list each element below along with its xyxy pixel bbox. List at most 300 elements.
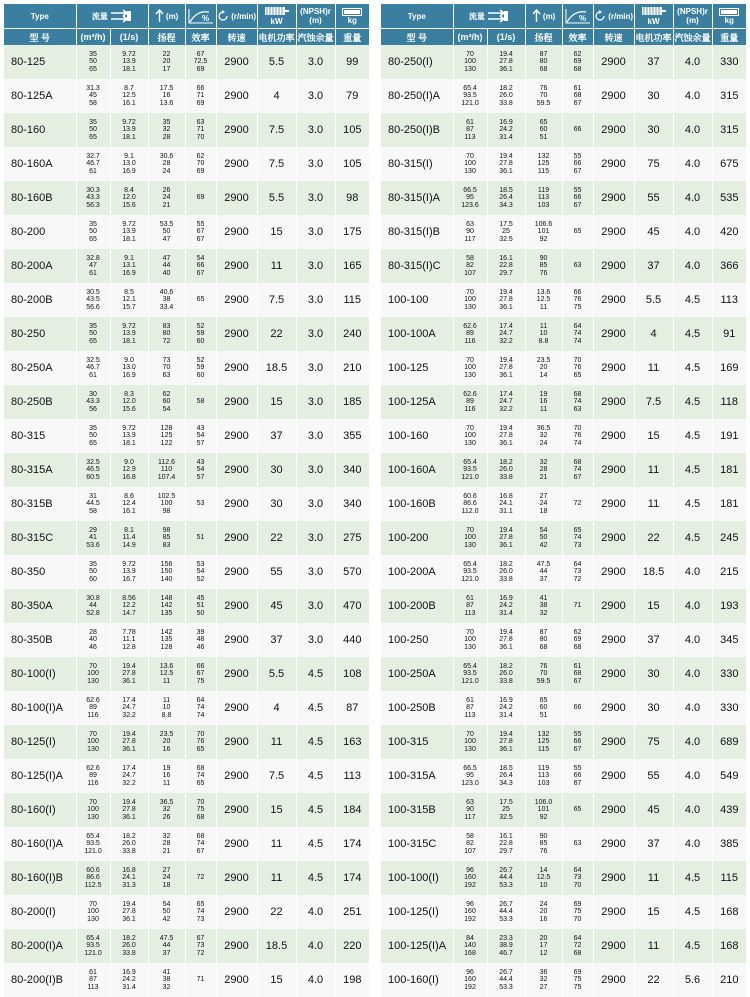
- speed-cell: 2900: [593, 589, 634, 623]
- weight-cell: 105: [335, 113, 369, 147]
- flow-m3h-cell: 35 50 65: [76, 113, 110, 147]
- power-cell: 30: [257, 453, 296, 487]
- head-cell: 23.5 20 16: [148, 725, 185, 759]
- weight-cell: 245: [712, 521, 746, 555]
- flow-m3h-col-label: (m³/h): [453, 29, 487, 46]
- weight-cell: 184: [335, 793, 369, 827]
- table-row: [381, 181, 746, 215]
- flow-m3h-cell: 58 82 107: [453, 827, 487, 861]
- head-cell: 22 20 17: [148, 45, 185, 79]
- model-cell: 100-160A: [381, 453, 453, 487]
- power-cell: 5.5: [257, 181, 296, 215]
- efficiency-cell: 52 59 60: [185, 317, 216, 351]
- efficiency-cell: 68 74 65: [185, 759, 216, 793]
- speed-cell: 2900: [593, 79, 634, 113]
- weight-cell: 549: [712, 759, 746, 793]
- power-cell: 15: [257, 215, 296, 249]
- head-cell: 106.0 101 92: [525, 793, 562, 827]
- efficiency-col-label: 效率: [185, 29, 216, 46]
- flow-m3h-cell: 96 160 192: [453, 963, 487, 997]
- npsh-cell: 4.0: [673, 45, 712, 79]
- head-cell: 47 44 40: [148, 249, 185, 283]
- flow-m3h-cell: 62.6 89 116: [453, 385, 487, 419]
- efficiency-cell: 72: [562, 487, 593, 521]
- head-cell: 54 50 42: [148, 895, 185, 929]
- speed-cell: 2900: [593, 827, 634, 861]
- speed-cell: 2900: [593, 793, 634, 827]
- npsh-cell: 4.5: [296, 691, 335, 725]
- table-row: [381, 487, 746, 521]
- npsh-cell: 4.5: [296, 725, 335, 759]
- flow-m3h-cell: 61 87 113: [453, 589, 487, 623]
- up-arrow-icon: [532, 9, 541, 23]
- table-row: [4, 317, 369, 351]
- speed-cell: 2900: [216, 215, 257, 249]
- model-cell: 100-125(I)A: [381, 929, 453, 963]
- speed-cell: 2900: [593, 45, 634, 79]
- npsh-cell: 4.0: [296, 963, 335, 997]
- npsh-cell: 4.5: [296, 793, 335, 827]
- model-cell: 100-100(I): [381, 861, 453, 895]
- npsh-cell: 4.0: [673, 793, 712, 827]
- power-cell: 7.5: [257, 113, 296, 147]
- npsh-cell: 4.5: [673, 317, 712, 351]
- flow-m3h-cell: 70 100 130: [76, 725, 110, 759]
- model-cell: 80-125(I): [4, 725, 76, 759]
- flow-ls-cell: 17.5 25 32.5: [487, 793, 525, 827]
- flow-ls-cell: 9.72 13.9 16.7: [110, 555, 148, 589]
- efficiency-cell: 65: [562, 215, 593, 249]
- head-cell: 32 28 21: [148, 827, 185, 861]
- power-cell: 30: [634, 79, 673, 113]
- power-cell: 7.5: [634, 385, 673, 419]
- power-cell: 22: [257, 895, 296, 929]
- flow-label: 流量: [91, 11, 108, 21]
- model-cell: 80-125: [4, 45, 76, 79]
- flow-ls-cell: 16.9 24.2 31.4: [487, 691, 525, 725]
- table-row: [381, 45, 746, 79]
- head-cell: 102.5 100 98: [148, 487, 185, 521]
- table-row: [381, 759, 746, 793]
- npsh-cell: 3.0: [296, 249, 335, 283]
- model-cell: 100-125(I): [381, 895, 453, 929]
- speed-cell: 2900: [593, 725, 634, 759]
- npsh-cell: 4.0: [673, 147, 712, 181]
- efficiency-cell: 69 75 70: [562, 895, 593, 929]
- table-row: [4, 623, 369, 657]
- weight-cell: 251: [335, 895, 369, 929]
- efficiency-cell: 55 66 67: [562, 759, 593, 793]
- power-cell: 55: [634, 759, 673, 793]
- flow-m3h-cell: 70 100 130: [453, 283, 487, 317]
- head-cell: 132 125 115: [525, 147, 562, 181]
- speed-cell: 2900: [216, 453, 257, 487]
- weight-cell: 168: [712, 895, 746, 929]
- head-cell: 76 70 59.5: [525, 79, 562, 113]
- model-cell: 80-350A: [4, 589, 76, 623]
- npsh-cell: 3.0: [296, 351, 335, 385]
- npsh-cell: 3.0: [296, 589, 335, 623]
- speed-cell: 2900: [216, 725, 257, 759]
- npsh-cell: 3.0: [296, 521, 335, 555]
- flow-ls-cell: 16.8 24.1 31.1: [487, 487, 525, 521]
- weight-cell: 193: [712, 589, 746, 623]
- efficiency-cell: 68 74 63: [562, 385, 593, 419]
- npsh-cell: 3.0: [296, 45, 335, 79]
- svg-text:%: %: [201, 14, 209, 23]
- flow-m3h-cell: 65.4 93.5 121.0: [453, 555, 487, 589]
- weight-col-label: 重量: [335, 29, 369, 46]
- power-cell: 4: [257, 691, 296, 725]
- table-row: [4, 589, 369, 623]
- npsh-cell: 3.0: [296, 453, 335, 487]
- power-cell: 7.5: [257, 283, 296, 317]
- model-cell: 80-250(I): [381, 45, 453, 79]
- efficiency-cell: 62 70 69: [185, 147, 216, 181]
- flow-label: 流量: [468, 11, 485, 21]
- power-cell: 37: [634, 45, 673, 79]
- table-row: [381, 113, 746, 147]
- npsh-cell: 3.0: [296, 419, 335, 453]
- flow-m3h-cell: 61 87 113: [453, 113, 487, 147]
- efficiency-cell: 65 74 73: [562, 521, 593, 555]
- table-row: [381, 963, 746, 997]
- head-header: (m): [525, 4, 562, 29]
- weight-cell: 675: [712, 147, 746, 181]
- flow-m3h-cell: 60.6 86.6 112.0: [453, 487, 487, 521]
- head-cell: 119 113 103: [525, 181, 562, 215]
- flow-m3h-cell: 96 160 192: [453, 895, 487, 929]
- npsh-cell: 4.0: [673, 113, 712, 147]
- npsh-cell: 4.5: [673, 419, 712, 453]
- weight-cell: 440: [335, 623, 369, 657]
- npsh-cell: 3.0: [296, 623, 335, 657]
- head-cell: 41 38 32: [525, 589, 562, 623]
- head-cell: 35 32 28: [148, 113, 185, 147]
- model-cell: 100-160B: [381, 487, 453, 521]
- flow-ls-cell: 7.78 11.1 12.8: [110, 623, 148, 657]
- efficiency-cell: 70 76 74: [562, 419, 593, 453]
- efficiency-cell: 69: [185, 181, 216, 215]
- power-cell: 22: [634, 963, 673, 997]
- efficiency-cell: 43 54 57: [185, 453, 216, 487]
- flow-m3h-cell: 32.8 47 61: [76, 249, 110, 283]
- model-cell: 100-315: [381, 725, 453, 759]
- flow-arrows-icon: [110, 9, 132, 23]
- speed-cell: 2900: [216, 589, 257, 623]
- npsh-cell: 3.0: [296, 113, 335, 147]
- table-row: [381, 827, 746, 861]
- flow-m3h-cell: 66.5 95 123.6: [453, 181, 487, 215]
- flow-ls-cell: 8.3 12.0 15.6: [110, 385, 148, 419]
- efficiency-header: [562, 4, 593, 29]
- efficiency-cell: 64 72 68: [562, 929, 593, 963]
- model-cell: 80-160(I): [4, 793, 76, 827]
- speed-cell: 2900: [593, 351, 634, 385]
- head-cell: 19 16 11: [148, 759, 185, 793]
- power-cell: 30: [634, 113, 673, 147]
- head-cell: 148 142 135: [148, 589, 185, 623]
- speed-cell: 2900: [593, 759, 634, 793]
- npsh-cell: 4.0: [296, 929, 335, 963]
- flow-ls-cell: 8.7 12.5 16.1: [110, 79, 148, 113]
- speed-cell: 2900: [216, 351, 257, 385]
- model-col-label: 型 号: [4, 29, 76, 46]
- weight-cell: 355: [335, 419, 369, 453]
- head-cell: 23.5 20 14: [525, 351, 562, 385]
- table-row: [4, 419, 369, 453]
- efficiency-cell: 39 48 46: [185, 623, 216, 657]
- head-cell: 87 80 68: [525, 623, 562, 657]
- efficiency-cell: 51: [185, 521, 216, 555]
- svg-text:%: %: [578, 14, 586, 23]
- head-cell: 73 70 63: [148, 351, 185, 385]
- flow-ls-cell: 23.3 38.9 46.7: [487, 929, 525, 963]
- flow-ls-cell: 8.1 11.4 14.9: [110, 521, 148, 555]
- table-row: [381, 657, 746, 691]
- speed-cell: 2900: [593, 929, 634, 963]
- speed-cell: 2900: [593, 521, 634, 555]
- npsh-cell: 3.0: [296, 283, 335, 317]
- speed-cell: 2900: [216, 147, 257, 181]
- npsh-cell: 4.0: [673, 623, 712, 657]
- flow-m3h-cell: 65.4 93.5 121.0: [453, 657, 487, 691]
- model-cell: 80-250A: [4, 351, 76, 385]
- flow-ls-cell: 19.4 27.8 36.1: [487, 45, 525, 79]
- weight-cell: 174: [335, 827, 369, 861]
- flow-ls-cell: 16.9 24.2 31.4: [487, 589, 525, 623]
- power-cell: 11: [634, 453, 673, 487]
- power-cell: 22: [257, 317, 296, 351]
- power-cell: 15: [634, 589, 673, 623]
- table-row: [381, 79, 746, 113]
- efficiency-cell: 66: [562, 691, 593, 725]
- efficiency-cell: 65: [562, 793, 593, 827]
- model-cell: 80-315: [4, 419, 76, 453]
- speed-cell: 2900: [216, 419, 257, 453]
- flow-m3h-cell: 61 87 113: [76, 963, 110, 997]
- flow-header: [453, 4, 525, 29]
- speed-cell: 2900: [216, 691, 257, 725]
- table-row: [4, 725, 369, 759]
- flow-m3h-cell: 70 100 130: [76, 657, 110, 691]
- table-row: [381, 895, 746, 929]
- flow-ls-cell: 9.1 13.1 16.9: [110, 249, 148, 283]
- weight-cell: 175: [335, 215, 369, 249]
- model-cell: 100-250: [381, 623, 453, 657]
- table-row: [4, 283, 369, 317]
- flow-ls-cell: 17.4 24.7 32.2: [110, 691, 148, 725]
- flow-ls-cell: 9.0 13.0 16.9: [110, 351, 148, 385]
- speed-header: (r/min): [593, 4, 634, 29]
- power-cell: 75: [634, 147, 673, 181]
- weight-cell: 340: [335, 487, 369, 521]
- flow-m3h-cell: 70 100 130: [453, 147, 487, 181]
- power-header: kW: [257, 4, 296, 29]
- power-cell: 15: [257, 793, 296, 827]
- weight-cell: 210: [335, 351, 369, 385]
- table-row: [4, 385, 369, 419]
- weight-cell: 340: [335, 453, 369, 487]
- power-cell: 11: [257, 827, 296, 861]
- flow-ls-col-label: (1/s): [487, 29, 525, 46]
- flow-arrows-icon: [487, 9, 509, 23]
- power-cell: 4: [634, 317, 673, 351]
- power-cell: 22: [257, 521, 296, 555]
- npsh-cell: 4.5: [296, 759, 335, 793]
- efficiency-cell: 55 66 67: [562, 725, 593, 759]
- table-row: [381, 589, 746, 623]
- power-cell: 37: [257, 419, 296, 453]
- weight-cell: 439: [712, 793, 746, 827]
- weight-header: kg: [335, 4, 369, 29]
- flow-ls-cell: 19.4 27.8 36.1: [110, 793, 148, 827]
- flow-m3h-cell: 32.5 46.7 61: [76, 351, 110, 385]
- table-row: [4, 657, 369, 691]
- model-cell: 100-200A: [381, 555, 453, 589]
- model-cell: 80-100(I): [4, 657, 76, 691]
- head-cell: 40.6 38 33.4: [148, 283, 185, 317]
- power-cell: 11: [634, 929, 673, 963]
- table-row: [381, 385, 746, 419]
- head-cell: 106.6 101 92: [525, 215, 562, 249]
- table-row: [4, 895, 369, 929]
- model-cell: 100-250B: [381, 691, 453, 725]
- head-cell: 65 60 51: [525, 113, 562, 147]
- power-header: kW: [634, 4, 673, 29]
- pump-spec-table-left: [4, 4, 369, 997]
- flow-ls-cell: 18.2 26.0 33.8: [487, 453, 525, 487]
- weight-cell: 91: [712, 317, 746, 351]
- power-cell: 18.5: [634, 555, 673, 589]
- efficiency-cell: 70 76 65: [185, 725, 216, 759]
- speed-cell: 2900: [593, 147, 634, 181]
- npsh-cell: 4.5: [673, 861, 712, 895]
- weight-col-label: 重量: [712, 29, 746, 46]
- weight-cell: 181: [712, 453, 746, 487]
- model-cell: 80-160(I)A: [4, 827, 76, 861]
- weight-cell: 330: [712, 45, 746, 79]
- npsh-header: (NPSH)r (m): [296, 4, 335, 29]
- speed-cell: 2900: [216, 487, 257, 521]
- table-row: [4, 113, 369, 147]
- weight-box-icon: [719, 8, 739, 16]
- power-cell: 18.5: [257, 351, 296, 385]
- npsh-cell: 4.0: [673, 725, 712, 759]
- efficiency-cell: 64 74 74: [185, 691, 216, 725]
- flow-m3h-cell: 70 100 130: [453, 623, 487, 657]
- power-cell: 11: [257, 861, 296, 895]
- npsh-cell: 4.5: [296, 861, 335, 895]
- speed-cell: 2900: [593, 181, 634, 215]
- flow-ls-cell: 8.56 12.2 14.7: [110, 589, 148, 623]
- weight-cell: 385: [712, 827, 746, 861]
- flow-ls-cell: 18.5 26.4 34.3: [487, 181, 525, 215]
- flow-m3h-cell: 70 100 130: [453, 521, 487, 555]
- power-cell: 37: [257, 623, 296, 657]
- speed-cell: 2900: [593, 419, 634, 453]
- power-cell: 37: [634, 827, 673, 861]
- flow-ls-cell: 19.4 27.8 36.1: [110, 895, 148, 929]
- efficiency-cell: 53: [185, 487, 216, 521]
- head-col-label: 扬程: [525, 29, 562, 46]
- power-col-label: 电机功率: [634, 29, 673, 46]
- efficiency-cell: 58: [185, 385, 216, 419]
- power-col-label: 电机功率: [257, 29, 296, 46]
- npsh-cell: 4.0: [673, 79, 712, 113]
- weight-cell: 345: [712, 623, 746, 657]
- speed-cell: 2900: [216, 929, 257, 963]
- table-row: [4, 691, 369, 725]
- flow-m3h-cell: 61 87 113: [453, 691, 487, 725]
- head-cell: 26 24 21: [148, 181, 185, 215]
- flow-m3h-cell: 31 44.5 58: [76, 487, 110, 521]
- weight-cell: 185: [335, 385, 369, 419]
- flow-ls-cell: 9.72 13.9 18.1: [110, 317, 148, 351]
- flow-ls-cell: 9.0 12.9 16.8: [110, 453, 148, 487]
- flow-ls-cell: 19.4 27.8 36.1: [110, 657, 148, 691]
- efficiency-cell: 65 74 73: [185, 895, 216, 929]
- efficiency-cell: 66 71 69: [185, 79, 216, 113]
- head-cell: 62 60 54: [148, 385, 185, 419]
- model-cell: 80-315(I)A: [381, 181, 453, 215]
- efficiency-cell: 68 74 67: [562, 453, 593, 487]
- rotation-icon: [594, 10, 606, 22]
- head-cell: 87 80 68: [525, 45, 562, 79]
- speed-cell: 2900: [593, 385, 634, 419]
- flow-ls-cell: 9.72 13.9 18.1: [110, 113, 148, 147]
- speed-cell: 2900: [593, 657, 634, 691]
- power-cell: 4: [257, 79, 296, 113]
- efficiency-cell: 70 76 65: [562, 351, 593, 385]
- flow-ls-cell: 26.7 44.4 53.3: [487, 861, 525, 895]
- table-row: [4, 453, 369, 487]
- flow-ls-cell: 16.9 24.2 31.4: [110, 963, 148, 997]
- flow-ls-cell: 17.5 25 32.5: [487, 215, 525, 249]
- flow-ls-cell: 16.9 24.2 31.4: [487, 113, 525, 147]
- model-cell: 80-350: [4, 555, 76, 589]
- model-cell: 80-315C: [4, 521, 76, 555]
- model-cell: 100-200B: [381, 589, 453, 623]
- power-cell: 7.5: [257, 147, 296, 181]
- model-cell: 80-200(I): [4, 895, 76, 929]
- speed-cell: 2900: [593, 283, 634, 317]
- table-row: [4, 45, 369, 79]
- weight-cell: 108: [335, 657, 369, 691]
- npsh-cell: 3.0: [296, 555, 335, 589]
- efficiency-cell: 55 66 67: [562, 181, 593, 215]
- head-cell: 65 60 51: [525, 691, 562, 725]
- flow-ls-cell: 19.4 27.8 36.1: [110, 725, 148, 759]
- table-row: [381, 555, 746, 589]
- npsh-cell: 4.0: [673, 215, 712, 249]
- power-cell: 11: [634, 861, 673, 895]
- flow-m3h-cell: 29 41 53.6: [76, 521, 110, 555]
- table-row: [381, 249, 746, 283]
- efficiency-cell: 72: [185, 861, 216, 895]
- flow-ls-cell: 8.4 12.0 15.6: [110, 181, 148, 215]
- flow-m3h-cell: 63 90 117: [453, 793, 487, 827]
- table-row: [4, 827, 369, 861]
- flow-m3h-cell: 65.4 93.5 121.0: [76, 929, 110, 963]
- speed-header: (r/min): [216, 4, 257, 29]
- weight-cell: 105: [335, 147, 369, 181]
- flow-ls-cell: 8.6 12.4 16.1: [110, 487, 148, 521]
- table-row: [381, 283, 746, 317]
- head-cell: 156 150 140: [148, 555, 185, 589]
- npsh-cell: 4.0: [673, 555, 712, 589]
- weight-cell: 275: [335, 521, 369, 555]
